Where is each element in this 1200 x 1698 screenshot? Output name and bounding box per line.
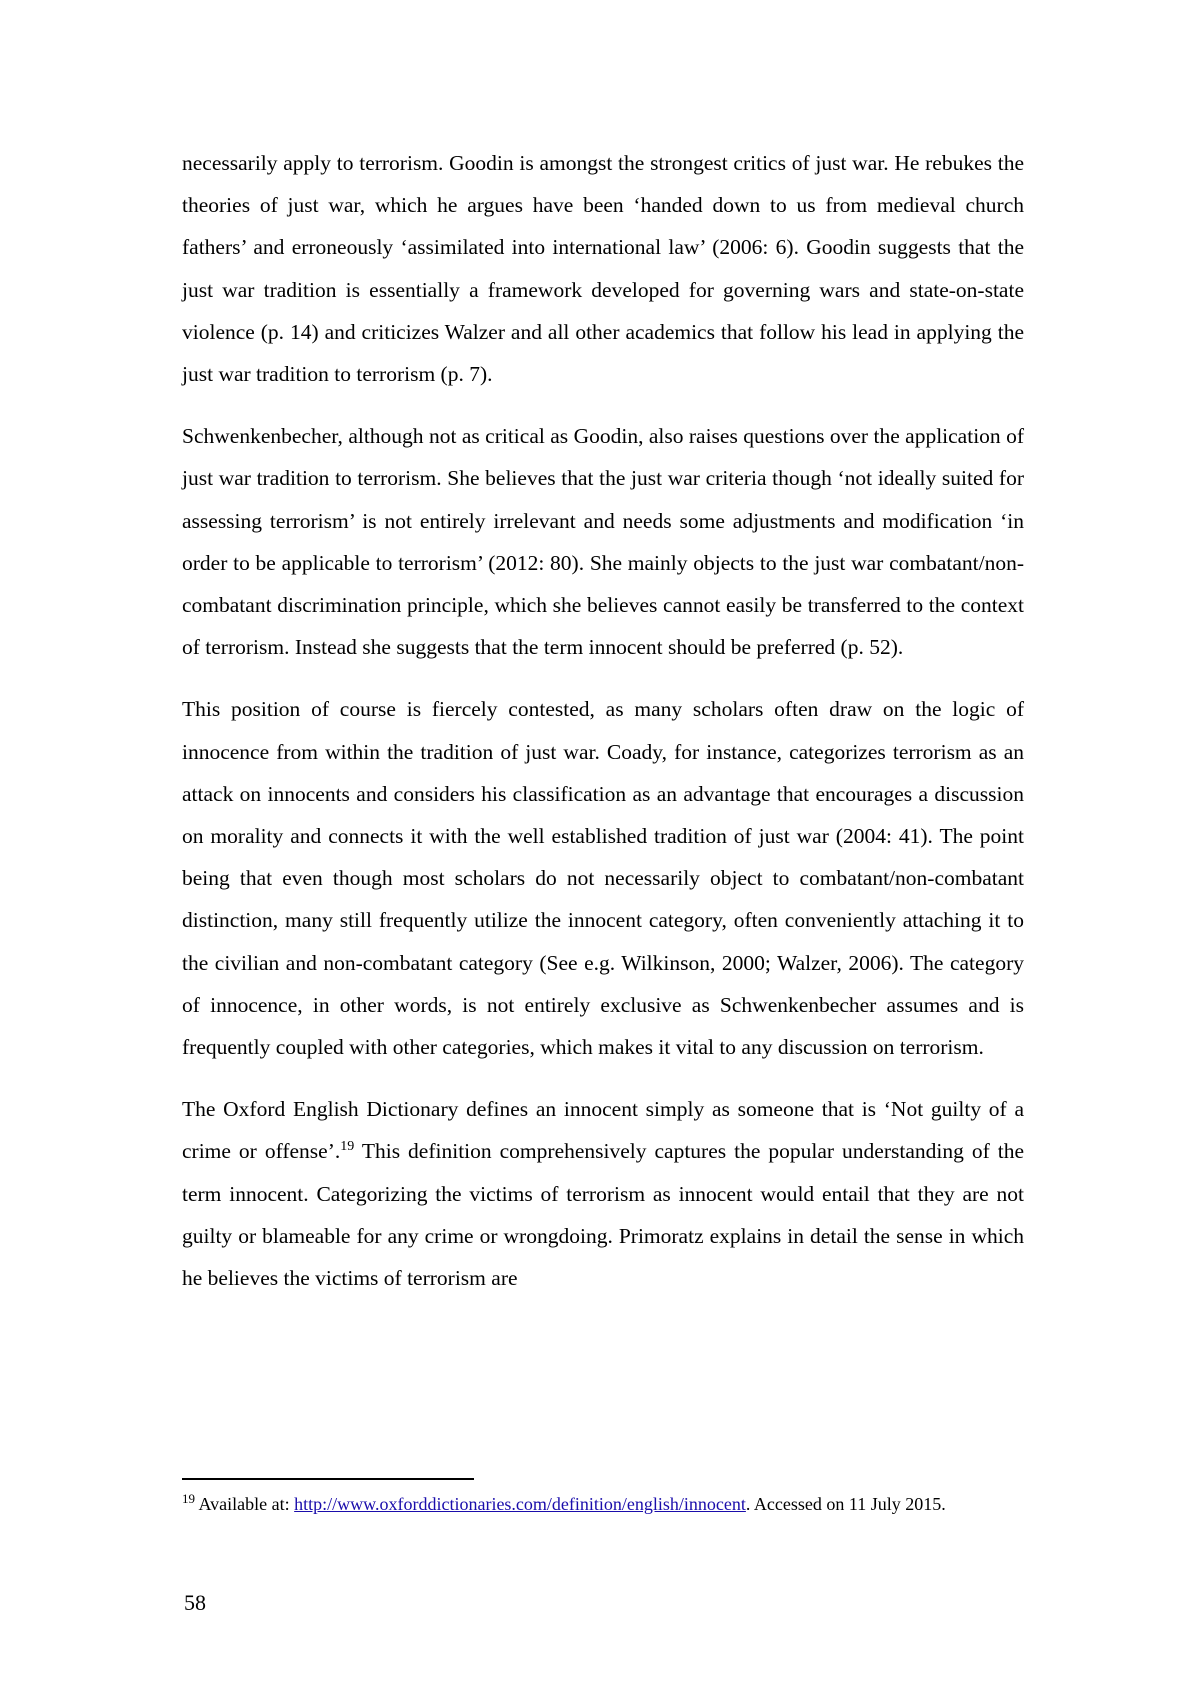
paragraph-goodin: necessarily apply to terrorism. Goodin is amongst the strongest critics of just war. He rebukes the theories of just war, which he argues have been ‘handed down to us from medieval church fathers’ and erroneously ‘assimilated into international law’ (2006: 6). Goodin suggests that the just war tradition is essentially a framework developed for governing wars and state-on-state violence (p. 14) and criticizes Walzer and all other academics that follow his lead in applying the just war tradition to terrorism (p. 7). — [182, 151, 1024, 387]
page-number: 58 — [184, 1590, 206, 1615]
footnote-link[interactable]: http://www.oxforddictionaries.com/definition/english/innocent — [294, 1494, 746, 1514]
footnote-tail-text: . Accessed on 11 July 2015. — [745, 1494, 946, 1514]
paragraph-text-before-note: The Oxford English Dictionary defines an innocent simply as someone that is ‘Not guilty of a crime or offense’. — [182, 1097, 1024, 1164]
footnote — [182, 1487, 1024, 1521]
paragraph-innocence-logic: This position of course is fiercely contested, as many scholars often draw on the logic of innocence from within the tradition of just war. Coady, for instance, categorizes terrorism as an attack on innocents and considers his classification as an advantage that encourages a discussion on morality and connects it with the well established tradition of just war (2004: 41). The point being that even though most scholars do not necessarily object to combatant/non-combatant distinction, many still frequently utilize the innocent category, often conveniently attaching it to the civilian and non-combatant category (See e.g. Wilkinson, 2000; Walzer, 2006). The category of innocence, in other words, is not entirely exclusive as Schwenkenbecher assumes and is frequently coupled with other categories, which makes it vital to any discussion on terrorism. — [182, 697, 1024, 1060]
paragraph-oxford-definition — [182, 1088, 1024, 1299]
paragraph-text-after-note: This definition comprehensively captures the popular understanding of the term innocent. Categorizing the victims of terrorism as innocent would entail that they are not guilty or blameable for any crime or wrongdoing. Primoratz explains in detail the sense in which he believes the victims of terrorism are — [182, 1139, 1024, 1291]
footnote-separator — [182, 1478, 474, 1480]
footnote-number: 19 — [182, 1491, 195, 1506]
body-text — [182, 142, 1024, 1319]
paragraph-schwenkenbecher: Schwenkenbecher, although not as critical as Goodin, also raises questions over the application of just war tradition to terrorism. She believes that the just war criteria though ‘not ideally suited for assessing terrorism’ is not entirely irrelevant and needs some adjustments and modification ‘in order to be applicable to terrorism’ (2012: 80). She mainly objects to the just war combatant/non-combatant discrimination principle, which she believes cannot easily be transferred to the context of terrorism. Instead she suggests that the term innocent should be preferred (p. 52). — [182, 424, 1024, 660]
footnote-reference[interactable]: 19 — [340, 1139, 355, 1155]
footnote-lead-text: Available at: — [195, 1494, 295, 1514]
